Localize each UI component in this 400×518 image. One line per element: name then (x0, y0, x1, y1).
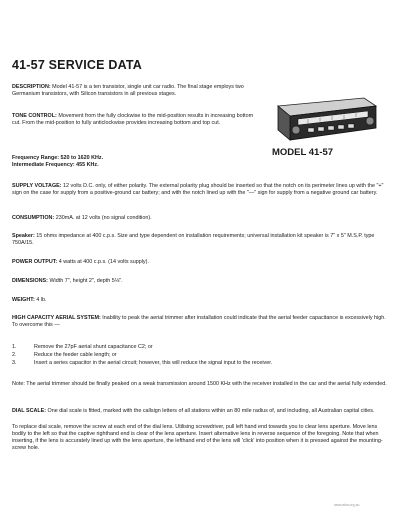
power-output-label: POWER OUTPUT: (12, 259, 58, 265)
consumption-label: CONSUMPTION: (12, 215, 55, 221)
tone-control-text: Movement from the fully clockwise to the mid-position results in increasing bottom cut. From the mid-position to fully anticlockwise provides increasing bottom and top cut. (12, 113, 254, 127)
description-label: DESCRIPTION: (12, 84, 51, 90)
note-section: Note: The aerial trimmer should be finally peaked on a weak transmission around 1500 KHz with the receiver installed in the car and the aerial fully extended. (12, 381, 387, 387)
tone-control-label: TONE CONTROL: (12, 113, 57, 119)
weight-label: WEIGHT: (12, 297, 35, 303)
consumption-text: 230mA. at 12 volts (no signal condition). (55, 215, 152, 221)
supply-voltage-section (12, 183, 390, 197)
intermediate-frequency: Intermediate Frequency: 455 KHz. (12, 162, 99, 168)
dial-scale-instructions: To replace dial scale, remove the screw at each end of the dial lens. Utilising screwdriver, pull left hand end towards you to clear lens aperture. Move lens bodily to the left so that the captive righthand end is clear of the lens aperture. Insert alternative lens in reverse sequence of the foregoing. Note that when inserting, if the lens is accurately lined up with the lens aperture, the lefthand end of the lens will 'click' into position when it is pressed against the mounting-screw hole. (12, 424, 383, 452)
weight-section (12, 297, 390, 304)
dimensions-label: DIMENSIONS: (12, 278, 48, 284)
speaker-section (12, 233, 390, 247)
step-text: Reduce the feeder cable length; or (34, 352, 117, 358)
consumption-section (12, 215, 390, 222)
description-text: Model 41-57 is a ten transistor, single unit car radio. The final stage employs two Germanium transistors, with Silicon transistors in all previous stages. (12, 84, 244, 98)
step-text: Insert a series capacitor in the aerial circuit; however, this will reduce the signal input to the receiver. (34, 360, 273, 366)
step-number: 3. (12, 360, 17, 366)
step-number: 2. (12, 352, 17, 358)
power-output-text: 4 watts at 400 c.p.s. (14 volts supply). (58, 259, 149, 265)
weight-text: 4 lb. (36, 297, 47, 303)
high-capacity-section (12, 315, 390, 329)
supply-voltage-label: SUPPLY VOLTAGE: (12, 183, 62, 189)
footer-credit: www.ahw.org.au (334, 503, 360, 507)
dimensions-text: Width 7", height 2", depth 5⅛". (49, 278, 123, 284)
speaker-label: Speaker: (12, 233, 35, 239)
dial-scale-section (12, 408, 390, 415)
high-capacity-label: HIGH CAPACITY AERIAL SYSTEM: (12, 315, 101, 321)
high-capacity-text: Inability to peak the aerial trimmer after installation could indicate that the aerial feeder capacitance is excessively high. To overcome this — (12, 315, 386, 329)
dial-scale-label: DIAL SCALE: (12, 408, 47, 414)
step-text: Remove the 27pF aerial shunt capacitance C2; or (34, 344, 153, 350)
supply-voltage-text: 12 volts D.C. only, of either polarity. The external polarity plug should be inserted so that the notch on its perimeter lines up with the "+" sign on the case for supply from a positive-ground car battery; and with the notch lined up with the "—" sign for supply from a negative ground car battery. (12, 183, 384, 197)
car-radio-illustration (268, 84, 380, 144)
speaker-text: 15 ohms impedance at 400 c.p.s. Size and type dependent on installation requirements; universal installation kit speaker is 7" x 5" M.S.P. type 750A/15. (12, 233, 375, 247)
description-section (12, 84, 260, 98)
model-label: MODEL 41-57 (272, 147, 334, 158)
dimensions-section (12, 278, 390, 285)
car-radio-image (268, 84, 380, 144)
tone-control-section (12, 113, 260, 127)
dial-scale-text: One dial scale is fitted, marked with the callsign letters of all stations within an 80 mile radius of, and including, all Australian capital cities. (47, 408, 375, 414)
power-output-section (12, 259, 390, 266)
frequency-range: Frequency Range: 520 to 1620 KHz. (12, 155, 104, 161)
page-title: 41-57 SERVICE DATA (12, 58, 143, 72)
step-number: 1. (12, 344, 17, 350)
